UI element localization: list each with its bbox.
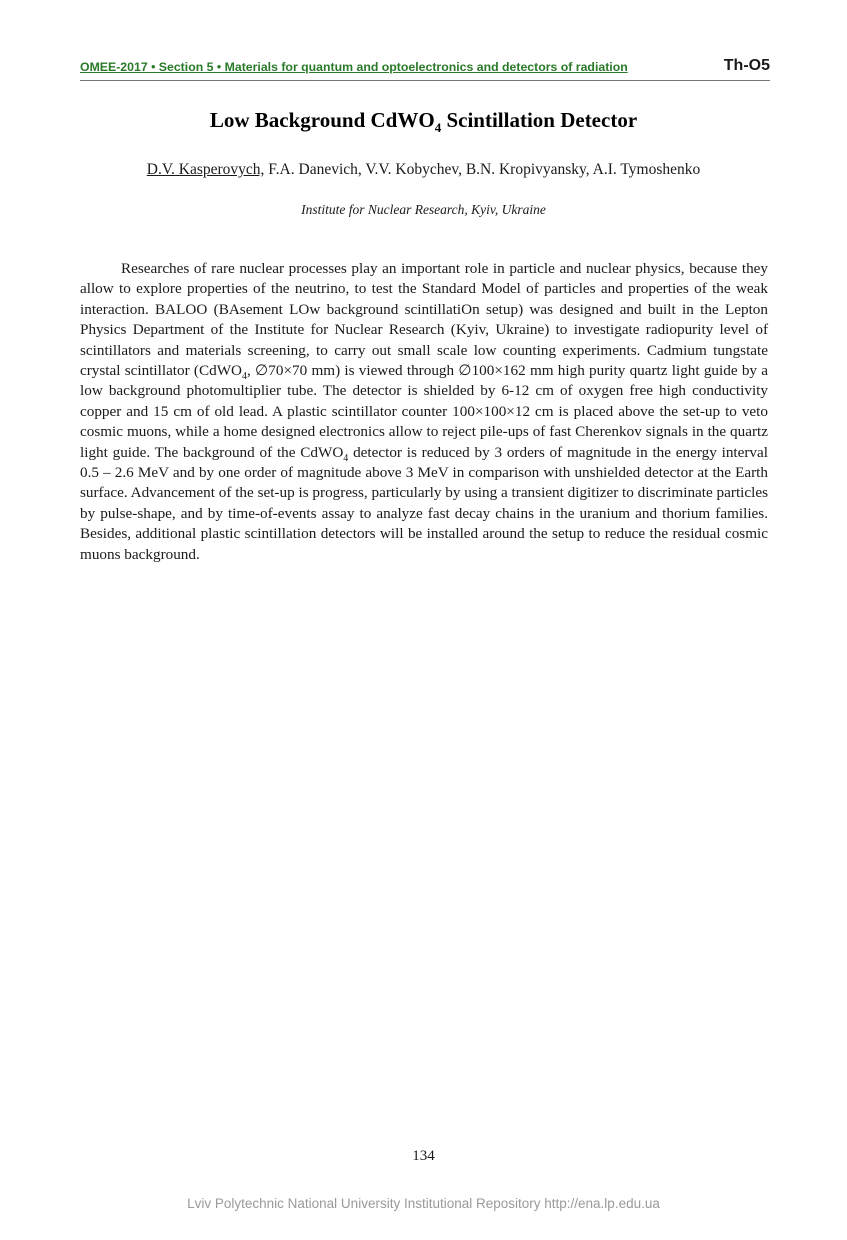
conference-section-header: OMEE-2017 • Section 5 • Materials for quantum and optoelectronics and detectors of radiation <box>80 60 628 74</box>
running-header <box>80 58 770 81</box>
title-suffix: Scintillation Detector <box>441 108 638 132</box>
abstract-subscript-1: 4 <box>242 371 248 383</box>
abstract-subscript-2: 4 <box>343 452 349 464</box>
abstract-text-1: Researches of rare nuclear processes play an important role in particle and nuclear physics, because they allow to explore properties of the neutrino, to test the Standard Model of particles and properties of the weak interaction. BALOO (BAsement LOw background scintillatiOn setup) was designed and built in the Lepton Physics Department of the Institute for Nuclear Research (Kyiv, Ukraine) to investigate radiopurity level of scintillators and materials screening, to carry out small scale low counting experiments. Cadmium tungstate crystal scintillator (CdWO <box>80 260 768 380</box>
paper-title <box>0 108 847 136</box>
abstract-text-3: detector is reduced by 3 orders of magnitude in the energy interval 0.5 – 2.6 MeV and by one order of magnitude above 3 MeV in comparison with unshielded detector at the Earth surface. Advancement of the set-up is progress, particularly by using a transient digitizer to discriminate particles by pulse-shape, and by time-of-events assay to analyze fast decay chains in the uranium and thorium families. Besides, additional plastic scintillation detectors will be installed around the setup to reduce the residual cosmic muons background. <box>80 443 768 563</box>
page-number: 134 <box>412 1148 435 1164</box>
abstract-text-2: , ∅70×70 mm) is viewed through ∅100×162 mm high purity quartz light guide by a low background photomultiplier tube. The detector is shielded by 6-12 cm of oxygen free high conductivity copper and 15 cm of old lead. A plastic scintillator counter 100×100×12 cm is placed above the set-up to veto cosmic muons, while a home designed electronics allow to reject pile-ups of fast Cherenkov signals in the quartz light guide. The background of the CdWO <box>80 362 768 461</box>
author-list <box>0 161 847 179</box>
repository-footer: Lviv Polytechnic National University Institutional Repository http://ena.lp.edu.ua <box>187 1196 660 1211</box>
co-authors: F.A. Danevich, V.V. Kobychev, B.N. Kropivyansky, A.I. Tymoshenko <box>264 161 701 178</box>
abstract-paragraph <box>80 259 768 565</box>
title-subscript: 4 <box>434 120 442 136</box>
presenting-author: D.V. Kasperovych, <box>146 161 265 178</box>
affiliation: Institute for Nuclear Research, Kyiv, Ukraine <box>301 202 546 217</box>
title-prefix: Low Background CdWO <box>209 108 435 132</box>
presentation-code: Th-O5 <box>723 57 770 74</box>
